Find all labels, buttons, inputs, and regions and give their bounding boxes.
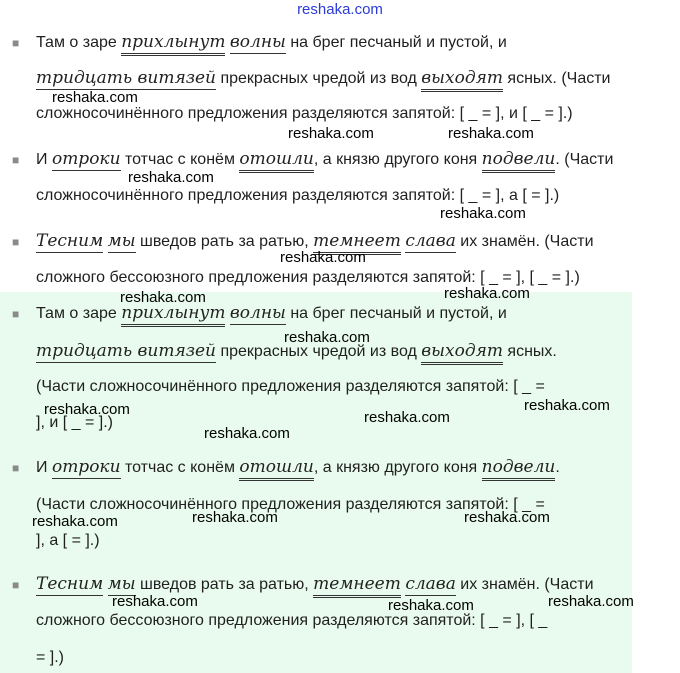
item-6-line-3: = ].) [36, 649, 65, 666]
item-5-line-3: ], а [ = ].) [36, 532, 100, 549]
bullet: ■ [12, 461, 20, 475]
subject: мы [107, 231, 136, 251]
item-3-line-1 [36, 233, 594, 250]
item-1-line-1 [36, 34, 507, 51]
text: Там о заре [36, 305, 122, 322]
item-2-line-1 [36, 151, 613, 168]
text: шведов рать за ратью, [135, 233, 314, 250]
watermark: reshaka.com [128, 169, 214, 186]
watermark: reshaka.com [464, 509, 550, 526]
predicate: подвели [482, 457, 556, 481]
watermark: reshaka.com [364, 409, 450, 426]
subject: тридцать витязей [36, 341, 217, 361]
item-5-line-2: (Части сложносочинённого предложения разделяются запятой: [ _ = [36, 496, 545, 513]
predicate: темнеет [313, 574, 401, 598]
bullet: ■ [12, 36, 20, 50]
text: шведов рать за ратью, [135, 576, 314, 593]
predicate: отошли [239, 457, 313, 481]
text: Там о заре [36, 34, 122, 51]
subject: волны [229, 32, 286, 52]
watermark: reshaka.com [52, 89, 138, 106]
text [103, 233, 107, 250]
watermark: reshaka.com [440, 205, 526, 222]
watermark: reshaka.com [120, 289, 206, 306]
site-watermark-header: reshaka.com [297, 1, 383, 18]
subject: слава [405, 231, 456, 251]
watermark: reshaka.com [204, 425, 290, 442]
subject: отроки [51, 149, 121, 169]
item-4-line-4: ], и [ _ = ].) [36, 414, 113, 431]
subject: тридцать витязей [36, 68, 217, 88]
predicate: выходят [421, 68, 503, 92]
predicate: прихлынут [121, 32, 225, 56]
bullet: ■ [12, 153, 20, 167]
text: И [36, 151, 52, 168]
text: ясных. [502, 343, 557, 360]
subject: Тесним [36, 574, 104, 594]
watermark: reshaka.com [112, 593, 198, 610]
text: . [555, 459, 560, 476]
predicate: темнеет [313, 231, 401, 255]
item-1-line-2 [36, 70, 610, 87]
watermark: reshaka.com [444, 285, 530, 302]
bullet: ■ [12, 578, 20, 592]
predicate: отошли [239, 149, 313, 173]
text: тотчас с конём [120, 151, 240, 168]
subject: слава [405, 574, 456, 594]
watermark: reshaka.com [448, 125, 534, 142]
text: , а князю другого коня [313, 459, 482, 476]
item-3-line-2: сложного бессоюзного предложения разделяются запятой: [ _ = ], [ _ = ].) [36, 269, 580, 286]
item-1-line-3: сложносочинённого предложения разделяются запятой: [ _ = ], и [ _ = ].) [36, 105, 573, 122]
text: И [36, 459, 52, 476]
item-4-line-3: (Части сложносочинённого предложения разделяются запятой: [ _ = [36, 378, 545, 395]
bullet: ■ [12, 307, 20, 321]
text [103, 576, 107, 593]
subject: мы [107, 574, 136, 594]
predicate: выходят [421, 341, 503, 365]
text: , а князю другого коня [313, 151, 482, 168]
text: на брег песчаный и пустой, и [285, 34, 507, 51]
predicate: прихлынут [121, 303, 225, 327]
text: тотчас с конём [120, 459, 240, 476]
item-5-line-1 [36, 459, 560, 476]
text: на брег песчаный и пустой, и [285, 305, 507, 322]
watermark: reshaka.com [524, 397, 610, 414]
item-2-line-2: сложносочинённого предложения разделяются запятой: [ _ = ], а [ = ].) [36, 187, 560, 204]
item-4-line-1 [36, 305, 507, 322]
subject: волны [229, 303, 286, 323]
item-6-line-1 [36, 576, 594, 593]
watermark: reshaka.com [32, 513, 118, 530]
subject: отроки [51, 457, 121, 477]
predicate: подвели [482, 149, 556, 173]
item-6-line-2: сложного бессоюзного предложения разделяются запятой: [ _ = ], [ _ [36, 612, 548, 629]
bullet: ■ [12, 235, 20, 249]
watermark: reshaka.com [280, 249, 366, 266]
text: . (Части [555, 151, 614, 168]
watermark: reshaka.com [192, 509, 278, 526]
watermark: reshaka.com [284, 329, 370, 346]
watermark: reshaka.com [548, 593, 634, 610]
watermark: reshaka.com [288, 125, 374, 142]
text: их знамён. (Части [455, 576, 594, 593]
watermark: reshaka.com [44, 401, 130, 418]
text: ясных. (Части [502, 70, 611, 87]
text: их знамён. (Части [455, 233, 594, 250]
text: прекрасных чредой из вод [216, 343, 422, 360]
text: прекрасных чредой из вод [216, 70, 422, 87]
watermark: reshaka.com [388, 597, 474, 614]
subject: Тесним [36, 231, 104, 251]
